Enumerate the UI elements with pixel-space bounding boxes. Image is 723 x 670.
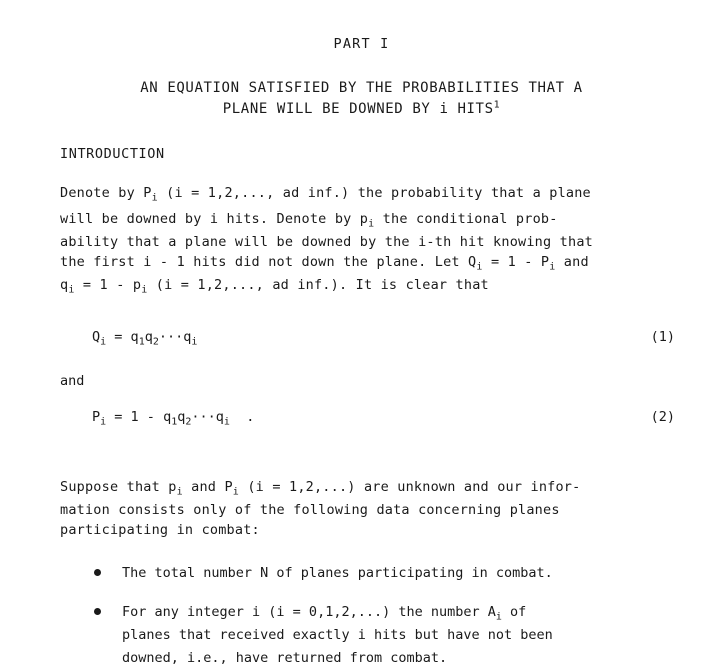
list-item-line: downed, i.e., have returned from combat. (122, 650, 448, 666)
list-item (60, 601, 675, 670)
document-title-line2: PLANE WILL BE DOWNED BY i HITS$^1$ (222, 99, 501, 117)
document-title-line1: AN EQUATION SATISFIED BY THE PROBABILITIES THAT A (140, 80, 583, 96)
bullet-dot-icon (94, 608, 101, 615)
equation-2-number: (2) (650, 409, 675, 425)
equation-1-number: (1) (650, 329, 675, 345)
list-item-text: The total number N of planes participating in combat. (122, 565, 553, 581)
bullet-list (60, 562, 675, 670)
paragraph-line: $q_i = 1 - p_i$ (i = 1,2,..., ad inf.). It is clear that (60, 277, 489, 296)
paragraph-line: mation consists only of the following data concerning planes (60, 502, 560, 518)
paragraph-line: ability that a plane will be downed by the i-th hit knowing that (60, 234, 593, 250)
paragraph-line: participating in combat: (60, 522, 260, 538)
equation-2 (60, 404, 675, 430)
document-page (0, 36, 723, 666)
list-item-line: planes that received exactly i hits but have not been (122, 627, 553, 643)
connector-and: and (60, 373, 85, 389)
paragraph-line: Denote by $P_i$ (i = 1,2,..., ad inf.) the probability that a plane (60, 185, 591, 204)
document-title (0, 78, 723, 120)
equation-1-body: $Q_i = q_1q_2\cdot\cdot\cdot q_i$ (92, 329, 198, 348)
equation-2-body: $P_i = 1 - q_1q_2\cdot\cdot\cdot q_i$ . (92, 409, 255, 428)
paragraph-assumptions (60, 474, 675, 540)
list-item (60, 562, 675, 585)
equation-1 (60, 324, 675, 350)
paragraph-line: will be downed by i hits. Denote by $p_i$ the conditional prob- (60, 211, 558, 230)
paragraph-line: the first i - 1 hits did not down the plane. Let $Q_i = 1 - P_i$ and (60, 254, 589, 273)
footnote-marker: 1 (493, 99, 501, 111)
section-heading-introduction: INTRODUCTION (60, 146, 165, 162)
part-label: PART I (333, 36, 390, 52)
list-item-text (122, 601, 675, 670)
paragraph-line: Suppose that $p_i$ and $P_i$ (i = 1,2,...) are unknown and our infor- (60, 479, 581, 498)
bullet-dot-icon (94, 569, 101, 576)
paragraph-introduction (60, 180, 675, 298)
list-item-line: For any integer i (i = 0,1,2,...) the number $A_i$ of (122, 604, 527, 623)
